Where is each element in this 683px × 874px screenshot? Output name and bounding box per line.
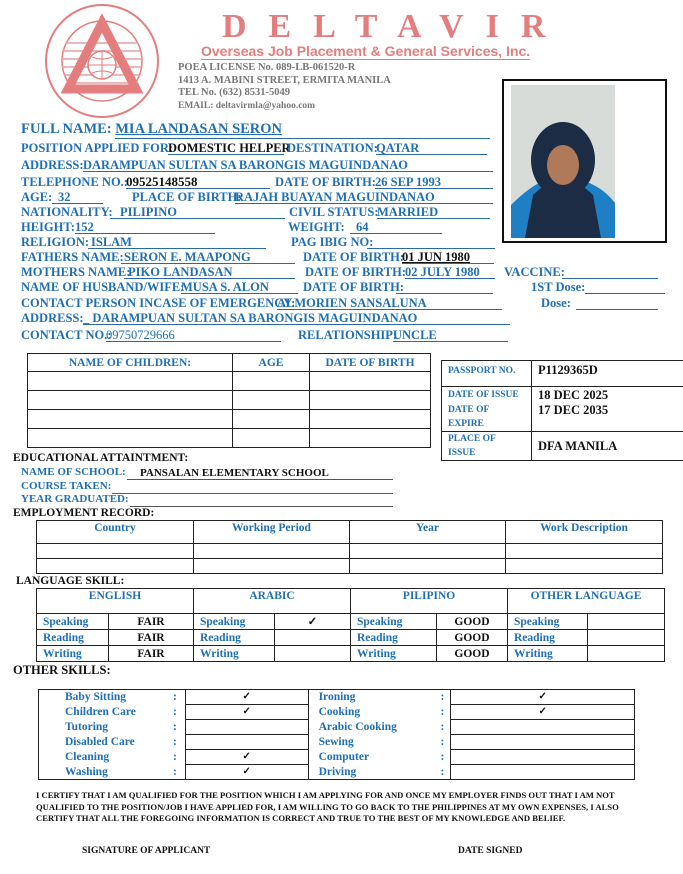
destination-value: QATAR <box>376 141 487 155</box>
applicant-photo <box>511 85 615 238</box>
skill-label: Reading <box>37 630 109 646</box>
dose2-value <box>576 296 658 310</box>
course-value <box>112 480 393 494</box>
skill-label: Speaking <box>37 614 109 630</box>
colon: : <box>440 765 445 778</box>
contact-value: 09750729666 <box>106 328 281 342</box>
civil-status-value: MARRIED <box>377 205 490 219</box>
table-row <box>28 429 431 448</box>
children-table <box>27 353 431 448</box>
skill-label: Speaking <box>194 614 275 630</box>
address-value: DARAMPUAN SULTAN SA BARONGIS MAGUINDANAO <box>83 158 493 172</box>
full-name-row <box>21 121 490 139</box>
contact-label: CONTACT NO.: <box>21 328 112 342</box>
language-row <box>37 630 665 646</box>
school-label: NAME OF SCHOOL: <box>21 466 126 478</box>
skill-label: Speaking <box>351 614 437 630</box>
skill-level: FAIR <box>109 630 194 646</box>
company-tel: TEL No. (632) 8531-5049 <box>178 87 291 98</box>
children-header-age: AGE <box>233 354 310 372</box>
skill-label: Writing <box>351 646 437 662</box>
employment-header-country: Country <box>37 521 194 544</box>
emergency-address-value: _ DARAMPUAN SULTAN SA BARONGIS MAGUINDANAO <box>83 311 510 325</box>
dose1-value <box>585 280 665 294</box>
pagibig-label: PAG IBIG NO: <box>291 235 374 249</box>
company-address: 1413 A. MABINI STREET, ERMITA MANILA <box>178 74 391 86</box>
father-dob-label: DATE OF BIRTH: <box>303 250 404 264</box>
address-label: ADDRESS: <box>21 158 84 172</box>
weight-label: WEIGHT: <box>288 220 345 234</box>
civil-status-label: CIVIL STATUS: <box>289 205 379 219</box>
language-english: ENGLISH <box>37 589 194 614</box>
colon: : <box>172 721 177 733</box>
date-of-issue-label: DATE OF ISSUE <box>442 387 532 403</box>
skill-label: Reading <box>508 630 588 646</box>
position-label: POSITION APPLIED FOR: <box>21 141 174 155</box>
skill-name: Driving : <box>308 765 451 780</box>
nationality-label: NATIONALITY: <box>21 205 113 219</box>
skill-level <box>588 614 665 630</box>
skill-check <box>185 735 308 750</box>
skill-check <box>451 720 635 735</box>
height-label: HEIGHT: <box>21 220 75 234</box>
skill-label: Speaking <box>508 614 588 630</box>
skill-row <box>39 705 635 720</box>
skill-name: Cleaning : <box>39 750 186 765</box>
passport-table <box>441 360 683 461</box>
other-skills-table <box>38 689 635 780</box>
license: POEA LICENSE No. 089-LB-061520-R <box>178 62 356 73</box>
full-name-label: FULL NAME: <box>21 121 112 137</box>
skill-level <box>275 630 351 646</box>
place-of-issue-value: DFA MANILA <box>532 431 683 460</box>
language-arabic: ARABIC <box>194 589 351 614</box>
skill-check: ✓ <box>185 705 308 720</box>
skill-name: Tutoring : <box>39 720 186 735</box>
other-skills-title: OTHER SKILLS: <box>13 663 111 677</box>
passport-no-value: P1129365D <box>532 361 683 387</box>
colon: : <box>440 751 445 763</box>
passport-no-label: PASSPORT NO. <box>442 361 532 387</box>
language-row <box>37 614 665 630</box>
colon: : <box>172 765 177 778</box>
skill-row <box>39 765 635 780</box>
skill-level: ✓ <box>275 614 351 630</box>
employment-header-description: Work Description <box>506 521 663 544</box>
language-other: OTHER LANGUAGE <box>508 589 665 614</box>
religion-value: ISLAM <box>88 235 266 249</box>
age-label: AGE: <box>21 190 53 204</box>
date-of-issue-value: 18 DEC 2025 <box>532 387 683 403</box>
skill-level: FAIR <box>109 614 194 630</box>
children-header-dob: DATE OF BIRTH <box>310 354 431 372</box>
colon: : <box>440 706 445 718</box>
skill-check: ✓ <box>185 690 308 705</box>
date-of-expire-label: DATE OF EXPIRE <box>442 403 532 432</box>
skill-row <box>39 690 635 705</box>
company-info <box>178 62 391 112</box>
colon: : <box>440 691 445 704</box>
colon: : <box>440 736 445 748</box>
mother-value: PIKO LANDASAN <box>124 265 295 279</box>
colon: : <box>172 736 177 748</box>
spouse-dob-value <box>396 280 493 294</box>
relationship-label: RELATIONSHIP: <box>298 328 398 342</box>
skill-check <box>451 735 635 750</box>
pob-value: RAJAH BUAYAN MAGUINDANAO <box>235 190 493 204</box>
photo-frame <box>502 79 667 243</box>
skill-name: Computer : <box>308 750 451 765</box>
date-of-expire-value: 17 DEC 2035 <box>532 403 683 432</box>
father-dob-value: 01 JUN 1980 <box>402 250 494 264</box>
spouse-value: MUSA S. ALON <box>181 280 298 294</box>
employment-header-year: Year <box>350 521 506 544</box>
dob-value: 26 SEP 1993 <box>375 175 493 189</box>
company-name: DELTAVIR <box>222 8 568 45</box>
skill-check: ✓ <box>451 705 635 720</box>
skill-name: Children Care : <box>39 705 186 720</box>
mother-label: MOTHERS NAME: <box>21 265 131 279</box>
telephone-label: TELEPHONE NO.: <box>21 175 128 189</box>
year-graduated-label: YEAR GRADUATED: <box>21 493 129 505</box>
spouse-label: NAME OF HUSBAND/WIFE: <box>21 280 185 294</box>
dob-label: DATE OF BIRTH: <box>275 175 376 189</box>
emergency-label: CONTACT PERSON INCASE OF EMERGENCY: <box>21 296 296 310</box>
colon: : <box>440 721 445 733</box>
vaccine-label: VACCINE: <box>504 265 565 279</box>
father-label: FATHERS NAME: <box>21 250 124 264</box>
language-table <box>36 588 665 662</box>
table-row <box>28 391 431 410</box>
table-row <box>37 544 663 559</box>
skill-check <box>451 750 635 765</box>
skill-row <box>39 735 635 750</box>
year-graduated-value <box>130 493 393 507</box>
skill-level <box>275 646 351 662</box>
skill-level: FAIR <box>109 646 194 662</box>
weight-value: 64 <box>350 220 442 234</box>
employment-title: EMPLOYMENT RECORD: <box>13 507 155 519</box>
company-subtitle: Overseas Job Placement & General Services, Inc. <box>201 43 531 59</box>
skill-level <box>588 646 665 662</box>
children-header-name: NAME OF CHILDREN: <box>28 354 233 372</box>
mother-dob-label: DATE OF BIRTH: <box>305 265 406 279</box>
employment-header-period: Working Period <box>194 521 350 544</box>
emergency-address-label: ADDRESS: <box>21 311 84 325</box>
destination-label: DESTINATION: <box>287 141 378 155</box>
mother-dob-value: 02 JULY 1980 <box>405 265 495 279</box>
pagibig-value <box>367 235 495 249</box>
skill-check: ✓ <box>451 690 635 705</box>
table-row <box>28 410 431 429</box>
skill-name: Arabic Cooking : <box>308 720 451 735</box>
skill-row <box>39 750 635 765</box>
language-pilipino: PILIPINO <box>351 589 508 614</box>
skill-row <box>39 720 635 735</box>
course-label: COURSE TAKEN: <box>21 480 112 492</box>
colon: : <box>172 751 177 763</box>
religion-label: RELIGION: <box>21 235 90 249</box>
signature-label: SIGNATURE OF APPLICANT <box>82 846 211 856</box>
certification-text: I CERTIFY THAT I AM QUALIFIED FOR THE POSITION WHICH I AM APPLYING FOR AND ONCE MY EMPLOYER FINDS OUT THAT I AM NOT QUALIFIED TO THE POSITION/JOB I HAVE APPLIED FOR, I AM WILLING TO GO BACK TO THE PHILIPPINES AT MY OWN EXPENSES, I ALSO CERTIFY THAT ALL THE FOREGOING INFORMATION IS CORRECT AND TRUE TO THE BEST OF MY KNOWLEDGE AND BELIEF. <box>36 790 619 823</box>
skill-label: Writing <box>37 646 109 662</box>
relationship-value: UNCLE <box>393 328 508 342</box>
skill-name: Ironing : <box>308 690 451 705</box>
skill-label: Writing <box>508 646 588 662</box>
vaccine-value <box>562 265 658 279</box>
skill-check: ✓ <box>185 765 308 780</box>
language-title: LANGUAGE SKILL: <box>16 575 125 587</box>
dose2-label: Dose: <box>541 296 571 310</box>
nationality-value: PILIPINO <box>110 205 285 219</box>
skill-check <box>185 720 308 735</box>
height-value: 152 <box>75 220 215 234</box>
skill-level: GOOD <box>437 614 508 630</box>
position-value: DOMESTIC HELPER <box>168 141 291 155</box>
school-value: PANSALAN ELEMENTARY SCHOOL <box>127 466 393 480</box>
skill-name: Disabled Care : <box>39 735 186 750</box>
language-row <box>37 646 665 662</box>
telephone-value: 09525148558 <box>126 175 270 189</box>
colon: : <box>172 706 177 718</box>
skill-name: Sewing : <box>308 735 451 750</box>
skill-name: Baby Sitting : <box>39 690 186 705</box>
skill-level: GOOD <box>437 630 508 646</box>
full-name-value: MIA LANDASAN SERON <box>115 121 490 139</box>
skill-label: Writing <box>194 646 275 662</box>
skill-level: GOOD <box>437 646 508 662</box>
education-title: EDUCATIONAL ATTAINTMENT: <box>13 452 189 464</box>
skill-check: ✓ <box>185 750 308 765</box>
colon: : <box>172 691 177 704</box>
skill-name: Cooking : <box>308 705 451 720</box>
age-value: 32 <box>52 190 103 204</box>
emergency-value: ALMORIEN SANSALUNA <box>277 296 502 310</box>
date-signed-label: DATE SIGNED <box>458 846 523 856</box>
table-row <box>28 372 431 391</box>
table-row <box>37 559 663 574</box>
skill-label: Reading <box>351 630 437 646</box>
skill-level <box>588 630 665 646</box>
skill-check <box>451 765 635 780</box>
pob-label: PLACE OF BIRTH: <box>132 190 242 204</box>
employment-table <box>36 520 663 574</box>
company-logo <box>36 3 168 119</box>
place-of-issue-label: PLACE OF ISSUE <box>442 431 532 460</box>
father-value: SERON E. MAAPONG <box>121 250 295 264</box>
skill-name: Washing : <box>39 765 186 780</box>
dose1-label: 1ST Dose: <box>531 280 586 294</box>
spouse-dob-label: DATE OF BIRTH: <box>303 280 404 294</box>
company-email: EMAIL: deltavirmla@yahoo.com <box>178 100 316 111</box>
skill-label: Reading <box>194 630 275 646</box>
